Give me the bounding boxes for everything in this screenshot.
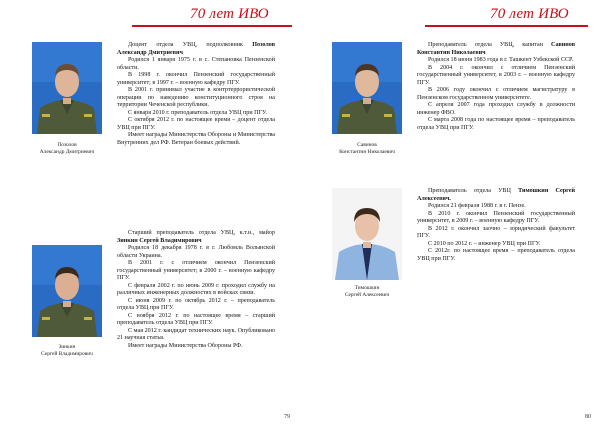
caption-given-names: Сергей Алексеевич bbox=[344, 291, 390, 298]
caption-surname: Позолов bbox=[57, 142, 77, 148]
bio-paragraph bbox=[117, 117, 275, 132]
bio-text: В 2001 г. с отличием окончил Пензенский государственный университет; в 2000 г. – военную кафедру ПГУ. bbox=[117, 260, 275, 281]
bio-text: С мая 2012 г. кандидат технических наук. Опубликовано 21 научная статья. bbox=[117, 327, 275, 341]
bio-text: С февраля 2002 г. по июнь 2009 г. проходил службу на различных инженерных должностях в войсках связи. bbox=[117, 282, 275, 296]
bio-text: В 1998 г. окончил Пензенский государственный университет; в 1997 г. – военную кафедру ПГУ. bbox=[117, 72, 275, 86]
page-left-header-rule bbox=[132, 25, 292, 27]
bio-text: Родился 21 февраля 1988 г. в г. Пензе. bbox=[428, 203, 526, 209]
portrait-photo-icon bbox=[332, 188, 402, 280]
bio-paragraph bbox=[117, 110, 275, 118]
bio-paragraph bbox=[417, 102, 575, 117]
bio-text: Родился 18 декабря 1978 г. в г. Любомль Волынской области Украина. bbox=[117, 245, 275, 259]
bio-text: Родился 1 января 1975 г. в с. Степановка Пензенской области. bbox=[117, 57, 275, 71]
portrait-photo-icon bbox=[332, 42, 402, 134]
bio-paragraph bbox=[117, 57, 275, 72]
caption-timoshkin bbox=[322, 285, 412, 298]
caption-given-names: Сергей Владимирович bbox=[41, 350, 93, 357]
page-left-header-title: 70 лет ИВО bbox=[190, 6, 269, 22]
bio-text: С апреля 2007 года проходил службу в должности инженер ФВО. bbox=[417, 102, 575, 116]
portrait-photo-savinov bbox=[332, 42, 402, 134]
caption-savinov bbox=[322, 142, 412, 155]
bio-person-name: Тимошкин Сергей Алексеевич. bbox=[417, 188, 575, 202]
bio-text: Преподаватель отдела УВЦ, капитан bbox=[428, 42, 552, 48]
bio-text: С 2010 по 2012 г. – инженер УВЦ при ПГУ. bbox=[428, 240, 541, 247]
bio-paragraph bbox=[117, 132, 275, 147]
bio-text: В 2006 году окончил с отличием магистратуру в Пензенском государственном университете. bbox=[417, 87, 575, 101]
bio-person-name: Савинов Константин Николаевич bbox=[417, 42, 575, 56]
bio-person-name: Зинкин Сергей Владимирович bbox=[117, 237, 202, 244]
caption-pozolov bbox=[22, 142, 112, 155]
bio-paragraph bbox=[117, 260, 275, 283]
caption-given-names: Константин Николаевич bbox=[339, 148, 395, 155]
portrait-photo-icon bbox=[32, 245, 102, 337]
bio-text: Родился 18 июня 1983 года в г. Ташкент Узбекской ССР. bbox=[428, 57, 574, 63]
caption-zinkin bbox=[22, 344, 112, 357]
bio-paragraph bbox=[117, 298, 275, 313]
bio-text: С ноября 2012 г. по настоящее время – старший преподаватель отдела УВЦ при ПГУ. bbox=[117, 312, 275, 326]
bio-text: В 2001 г. принимал участие в контртеррористической операции по наведению конституционного строя на территории Чеченской республики. bbox=[117, 87, 275, 108]
bio-zinkin bbox=[117, 230, 275, 350]
bio-text: В 2012 г. окончил заочно – юридический факультет ПГУ. bbox=[417, 225, 575, 239]
bio-text: Имеет награды Министерства Обороны РФ. bbox=[128, 342, 243, 349]
bio-paragraph bbox=[117, 42, 275, 57]
bio-paragraph bbox=[417, 42, 575, 57]
bio-text: С марта 2008 года по настоящее время – преподаватель отдела УВЦ при ПГУ. bbox=[417, 117, 575, 131]
bio-paragraph bbox=[417, 57, 575, 65]
bio-text: Преподаватель отдела УВЦ bbox=[428, 188, 519, 194]
bio-timoshkin bbox=[417, 188, 575, 263]
bio-text: В 2004 г. окончил с отличием Пензенский государственный университет, в 2003 г. – военную кафедру ПГУ. bbox=[417, 64, 575, 86]
bio-text: В 2010 г. окончил Пензенский государственный университет, в 2009 г. – военную кафедру ПГУ. bbox=[417, 210, 575, 224]
bio-paragraph bbox=[417, 226, 575, 241]
bio-paragraph bbox=[117, 87, 275, 110]
page-number-left: 79 bbox=[284, 414, 290, 420]
portrait-photo-timoshkin bbox=[332, 188, 402, 280]
bio-paragraph bbox=[417, 188, 575, 203]
bio-text: С октября 2012 г. по настоящее время – доцент отдела УВЦ при ПГУ. bbox=[117, 117, 275, 131]
page-right bbox=[300, 0, 600, 433]
bio-paragraph bbox=[417, 211, 575, 226]
page-number-right: 80 bbox=[585, 414, 591, 420]
bio-text: С июня 2009 г. по октябрь 2012 г. – преподаватель отдела УВЦ при ПГУ. bbox=[117, 297, 275, 311]
bio-paragraph bbox=[417, 65, 575, 88]
caption-surname: Зинкин bbox=[58, 344, 76, 350]
bio-paragraph bbox=[417, 87, 575, 102]
portrait-photo-icon bbox=[32, 42, 102, 134]
bio-text: С января 2010 г. преподаватель отдела УВЦ при ПГУ. bbox=[128, 109, 267, 116]
bio-paragraph bbox=[117, 328, 275, 343]
bio-text: С 2012г. по настоящее время – преподаватель отдела УВЦ при ПГУ. bbox=[417, 248, 575, 262]
bio-paragraph bbox=[417, 248, 575, 263]
caption-given-names: Александр Дмитриевич bbox=[39, 148, 95, 155]
bio-paragraph bbox=[417, 117, 575, 132]
bio-paragraph bbox=[117, 72, 275, 87]
bio-pozolov bbox=[117, 42, 275, 147]
bio-paragraph bbox=[417, 241, 575, 249]
portrait-photo-pozolov bbox=[32, 42, 102, 134]
bio-text: Имеет награды Министерства Обороны и Министерства Внутренних дел РФ. Ветеран боевых действий. bbox=[117, 132, 275, 146]
page-right-header-title: 70 лет ИВО bbox=[490, 6, 569, 22]
bio-text: Старший преподаватель отдела УВЦ, к.т.н., майор bbox=[128, 230, 275, 236]
bio-paragraph bbox=[117, 343, 275, 351]
bio-paragraph bbox=[117, 283, 275, 298]
bio-person-name: Позолов Александр Дмитриевич bbox=[117, 42, 275, 56]
caption-surname: Тимошкин bbox=[354, 285, 380, 291]
bio-paragraph bbox=[117, 313, 275, 328]
bio-text: Доцент отдела УВЦ, подполковник bbox=[128, 42, 253, 48]
bio-paragraph bbox=[417, 203, 575, 211]
bio-paragraph bbox=[117, 245, 275, 260]
page-right-header-rule bbox=[425, 25, 588, 27]
bio-paragraph bbox=[117, 230, 275, 245]
portrait-photo-zinkin bbox=[32, 245, 102, 337]
bio-savinov bbox=[417, 42, 575, 132]
caption-surname: Савинов bbox=[357, 142, 377, 148]
